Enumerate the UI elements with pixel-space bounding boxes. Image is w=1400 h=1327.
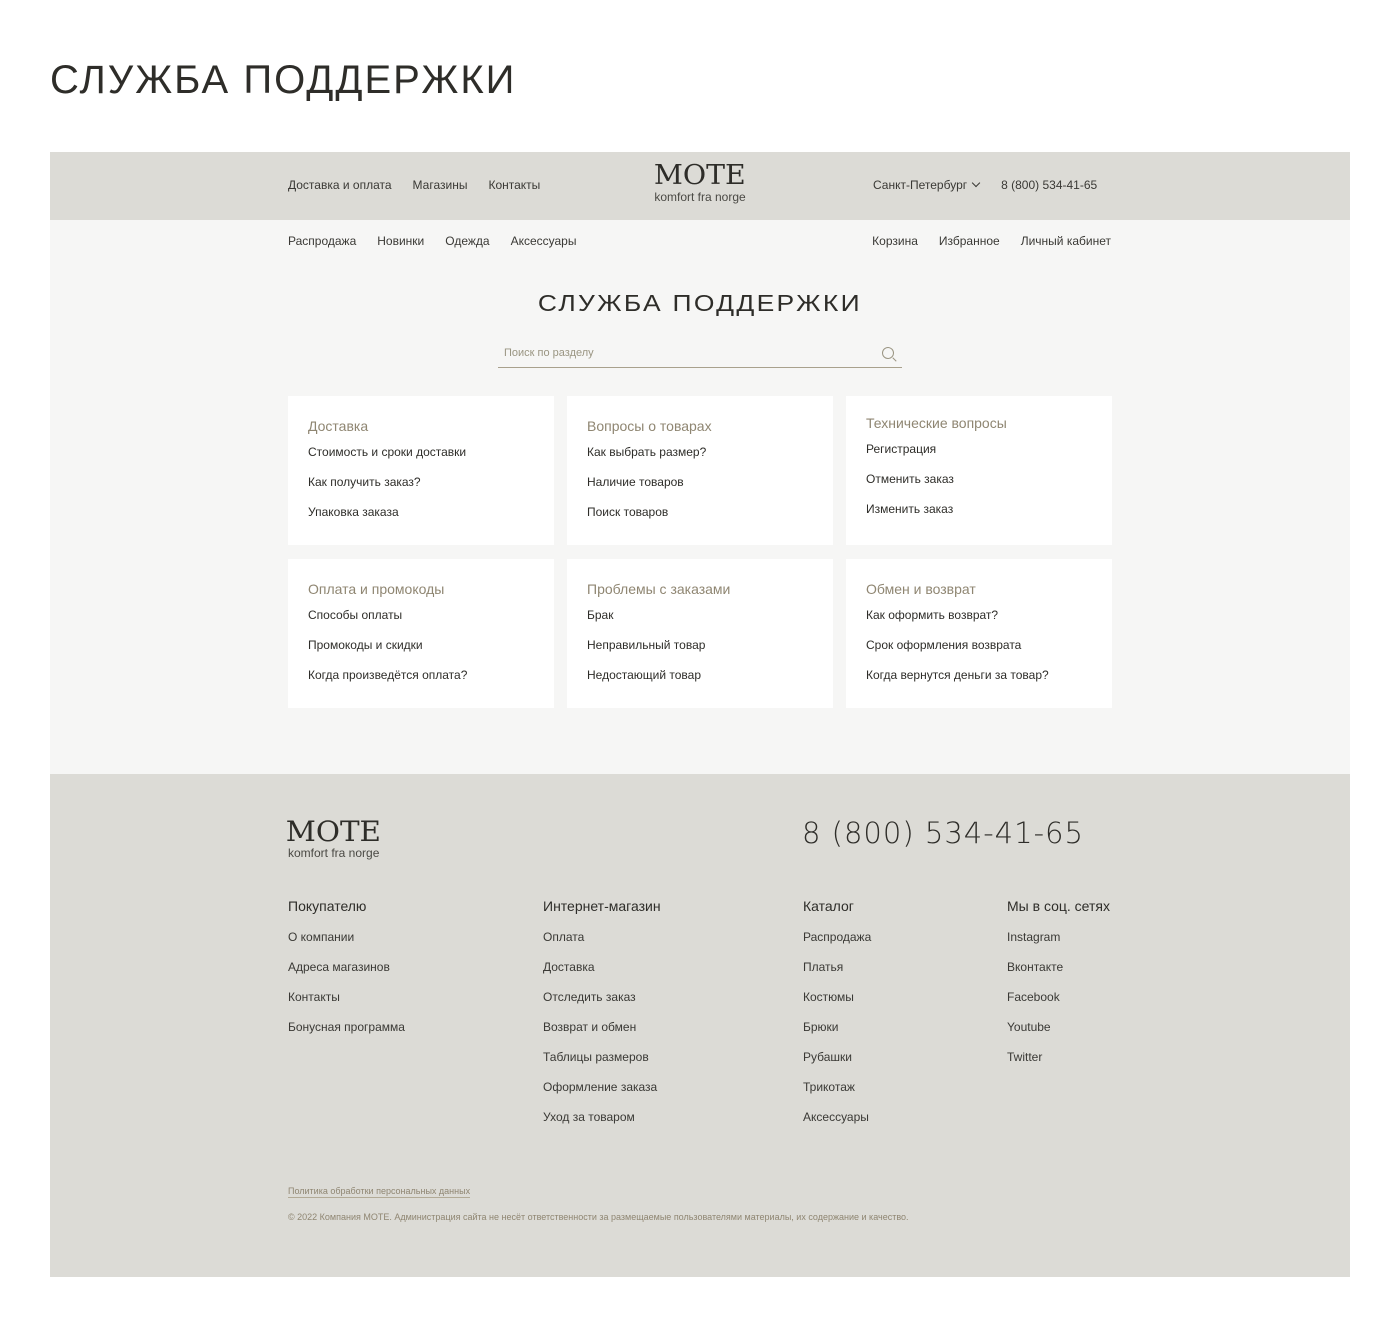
footer-link-text[interactable]: Платья bbox=[803, 960, 844, 974]
footer-col-shop bbox=[543, 898, 661, 1140]
topic-card-returns bbox=[846, 559, 1112, 708]
nav-stores[interactable]: Магазины bbox=[412, 178, 468, 192]
topic-item[interactable] bbox=[587, 505, 813, 519]
topic-card-delivery bbox=[288, 396, 554, 545]
footer-phone[interactable]: 8 (800) 534-41-65 bbox=[802, 816, 1084, 850]
topic-item[interactable] bbox=[308, 608, 534, 622]
nav-delivery-payment[interactable]: Доставка и оплата bbox=[288, 178, 392, 192]
footer-link[interactable] bbox=[803, 1050, 871, 1064]
search-input[interactable] bbox=[498, 340, 858, 366]
subnav-sale[interactable]: Распродажа bbox=[288, 234, 357, 248]
topic-title: Вопросы о товарах bbox=[587, 418, 712, 434]
topic-item[interactable] bbox=[866, 608, 1092, 622]
footer-link-text[interactable]: Аксессуары bbox=[803, 1110, 869, 1124]
footer-link-text[interactable]: Трикотаж bbox=[803, 1080, 855, 1094]
topic-item[interactable] bbox=[587, 608, 813, 622]
footer-link[interactable] bbox=[1007, 1050, 1110, 1064]
catalog-nav bbox=[288, 234, 576, 248]
footer-link[interactable] bbox=[288, 990, 405, 1004]
privacy-policy-link[interactable]: Политика обработки персональных данных bbox=[288, 1186, 471, 1196]
topic-link[interactable]: Стоимость и сроки доставки bbox=[308, 445, 467, 459]
footer-link-text[interactable]: Доставка bbox=[543, 960, 595, 974]
topic-item[interactable] bbox=[587, 638, 813, 652]
topic-link[interactable]: Срок оформления возврата bbox=[866, 638, 1022, 652]
page-title bbox=[50, 290, 1350, 317]
site-footer bbox=[50, 774, 1350, 1277]
footer-link[interactable] bbox=[288, 1020, 405, 1034]
youtube-link[interactable]: Youtube bbox=[1007, 1020, 1051, 1034]
topic-title: Обмен и возврат bbox=[866, 581, 976, 597]
footer-col-title: Покупателю bbox=[288, 898, 367, 914]
subnav-new[interactable]: Новинки bbox=[377, 234, 425, 248]
subnav-clothes[interactable]: Одежда bbox=[445, 234, 490, 248]
topic-item[interactable] bbox=[866, 442, 1092, 456]
footer-link-text[interactable]: Рубашки bbox=[803, 1050, 852, 1064]
footer-link[interactable] bbox=[803, 1020, 871, 1034]
footer-col-buyer bbox=[288, 898, 405, 1050]
nav-contacts[interactable]: Контакты bbox=[488, 178, 541, 192]
topic-link[interactable]: Поиск товаров bbox=[587, 505, 669, 519]
footer-link[interactable] bbox=[288, 960, 405, 974]
footer-link[interactable] bbox=[1007, 1020, 1110, 1034]
topic-link[interactable]: Брак bbox=[587, 608, 614, 622]
footer-link[interactable] bbox=[803, 960, 871, 974]
footer-link[interactable] bbox=[543, 990, 661, 1004]
logo-mark: MOTE bbox=[285, 815, 382, 848]
topic-item[interactable] bbox=[308, 505, 534, 519]
header-phone[interactable]: 8 (800) 534-41-65 bbox=[1001, 178, 1098, 192]
logo-tagline: komfort fra norge bbox=[288, 846, 380, 860]
city-label: Санкт-Петербург bbox=[873, 178, 968, 192]
page-title-text: СЛУЖБА ПОДДЕРЖКИ bbox=[537, 290, 863, 316]
topic-card-payment bbox=[288, 559, 554, 708]
topic-link[interactable]: Когда вернутся деньги за товар? bbox=[866, 668, 1049, 682]
twitter-link[interactable]: Twitter bbox=[1007, 1050, 1043, 1064]
footer-link[interactable] bbox=[803, 1080, 871, 1094]
topic-link[interactable]: Как оформить возврат? bbox=[866, 608, 999, 622]
account-link[interactable]: Личный кабинет bbox=[1020, 234, 1111, 248]
footer-link-text[interactable]: Оплата bbox=[543, 930, 585, 944]
footer-link-text[interactable]: Возврат и обмен bbox=[543, 1020, 637, 1034]
footer-logo[interactable] bbox=[285, 815, 382, 860]
footer-link-text[interactable]: Бонусная программа bbox=[288, 1020, 405, 1034]
topic-item[interactable] bbox=[308, 475, 534, 489]
copyright: © 2022 Компания MOTE. Администрация сайта не несёт ответственности за размещаемые пользователями материалы, их содержание и качество. bbox=[288, 1212, 909, 1222]
footer-link[interactable] bbox=[288, 930, 405, 944]
topic-card-order-issues bbox=[567, 559, 833, 708]
footer-link[interactable] bbox=[1007, 960, 1110, 974]
footer-link[interactable] bbox=[543, 1110, 661, 1124]
footer-link-text[interactable]: Распродажа bbox=[803, 930, 872, 944]
topic-link[interactable]: Способы оплаты bbox=[308, 608, 403, 622]
topic-item[interactable] bbox=[866, 638, 1092, 652]
header-right bbox=[873, 178, 1097, 192]
footer-link-text[interactable]: Брюки bbox=[803, 1020, 839, 1034]
topic-link[interactable]: Как выбрать размер? bbox=[587, 445, 707, 459]
footer-col-catalog bbox=[803, 898, 871, 1140]
subnav-accessories[interactable]: Аксессуары bbox=[510, 234, 577, 248]
topic-link[interactable]: Изменить заказ bbox=[866, 502, 954, 516]
support-topics-grid bbox=[288, 396, 1112, 708]
footer-link-text[interactable]: Костюмы bbox=[803, 990, 854, 1004]
top-nav bbox=[288, 178, 540, 192]
footer-link[interactable] bbox=[543, 1080, 661, 1094]
top-header bbox=[50, 152, 1350, 220]
topic-item[interactable] bbox=[587, 445, 813, 459]
topic-item[interactable] bbox=[866, 668, 1092, 682]
footer-link-text[interactable]: Контакты bbox=[288, 990, 340, 1004]
vkontakte-link[interactable]: Вконтакте bbox=[1007, 960, 1064, 974]
footer-link-text[interactable]: Уход за товаром bbox=[543, 1110, 635, 1124]
topic-card-technical bbox=[846, 396, 1112, 545]
instagram-link[interactable]: Instagram bbox=[1007, 930, 1061, 944]
footer-link[interactable] bbox=[1007, 990, 1110, 1004]
topic-item[interactable] bbox=[308, 638, 534, 652]
footer-link-text[interactable]: Таблицы размеров bbox=[543, 1050, 649, 1064]
account-nav bbox=[872, 234, 1111, 248]
footer-link[interactable] bbox=[1007, 930, 1110, 944]
chevron-down-icon bbox=[972, 179, 980, 187]
topic-link[interactable]: Недостающий товар bbox=[587, 668, 702, 682]
footer-col-title: Мы в соц. сетях bbox=[1007, 898, 1110, 914]
footer-link-text[interactable]: О компании bbox=[288, 930, 355, 944]
topic-link[interactable]: Неправильный товар bbox=[587, 638, 706, 652]
topic-title: Проблемы с заказами bbox=[587, 581, 731, 597]
topic-link[interactable]: Регистрация bbox=[866, 442, 937, 456]
topic-link[interactable]: Упаковка заказа bbox=[308, 505, 399, 519]
topic-card-products bbox=[567, 396, 833, 545]
topic-link[interactable]: Наличие товаров bbox=[587, 475, 684, 489]
footer-link-text[interactable]: Адреса магазинов bbox=[288, 960, 390, 974]
footer-link-text[interactable]: Отследить заказ bbox=[543, 990, 636, 1004]
topic-item[interactable] bbox=[866, 472, 1092, 486]
footer-link-text[interactable]: Оформление заказа bbox=[543, 1080, 658, 1094]
search-icon[interactable] bbox=[882, 347, 894, 359]
topic-title: Оплата и промокоды bbox=[308, 581, 445, 597]
topic-item[interactable] bbox=[587, 668, 813, 682]
footer-link[interactable] bbox=[543, 960, 661, 974]
footer-link[interactable] bbox=[543, 930, 661, 944]
footer-col-social bbox=[1007, 898, 1110, 1080]
topic-link[interactable]: Отменить заказ bbox=[866, 472, 954, 486]
header-logo[interactable] bbox=[650, 162, 750, 204]
topic-item[interactable] bbox=[866, 502, 1092, 516]
footer-link[interactable] bbox=[803, 1110, 871, 1124]
section-search bbox=[498, 340, 902, 368]
footer-link[interactable] bbox=[543, 1020, 661, 1034]
topic-item[interactable] bbox=[308, 445, 534, 459]
cart-link[interactable]: Корзина bbox=[872, 234, 918, 248]
favorites-link[interactable]: Избранное bbox=[938, 234, 1000, 248]
topic-item[interactable] bbox=[587, 475, 813, 489]
facebook-link[interactable]: Facebook bbox=[1007, 990, 1060, 1004]
topic-link[interactable]: Когда произведётся оплата? bbox=[308, 668, 468, 682]
footer-link[interactable] bbox=[543, 1050, 661, 1064]
topic-link[interactable]: Промокоды и скидки bbox=[308, 638, 423, 652]
site-frame bbox=[50, 152, 1350, 1277]
topic-link[interactable]: Как получить заказ? bbox=[308, 475, 421, 489]
topic-item[interactable] bbox=[308, 668, 534, 682]
topic-title: Технические вопросы bbox=[866, 415, 1007, 431]
topic-title: Доставка bbox=[308, 418, 369, 434]
logo-tagline: komfort fra norge bbox=[654, 190, 746, 204]
footer-col-title: Интернет-магазин bbox=[543, 898, 661, 914]
presentation-title: СЛУЖБА ПОДДЕРЖКИ bbox=[50, 58, 517, 102]
logo-mark: MOTE bbox=[654, 160, 746, 191]
footer-link[interactable] bbox=[803, 930, 871, 944]
footer-col-title: Каталог bbox=[803, 898, 854, 914]
city-selector[interactable] bbox=[873, 178, 979, 192]
footer-link[interactable] bbox=[803, 990, 871, 1004]
